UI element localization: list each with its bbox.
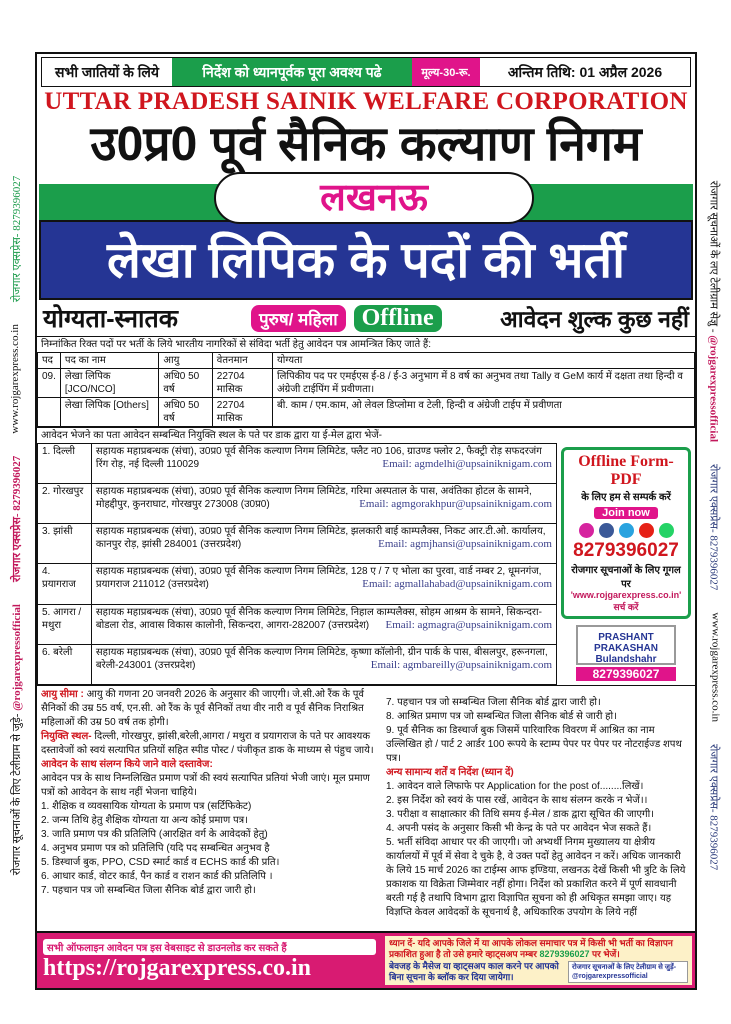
col-header: पद (38, 353, 61, 369)
address-cell (91, 444, 556, 484)
margin-handle: @rojgarexpressofficial (11, 603, 24, 711)
address-cell (91, 524, 556, 564)
margin-telegram-text: रोजगार सूचनाओं के लिए टेलीग्राम से जुड़े- (11, 710, 24, 875)
margin-text (10, 604, 25, 875)
recruitment-title: लेखा लिपिक के पदों की भर्ती (39, 220, 693, 300)
margin-url: www.rojgarexpress.co.in (709, 611, 722, 722)
margin-telegram-text: रोजगार सूचनाओं के लए टेलीग्राम सेज्ञु - (707, 180, 720, 335)
address: सहायक महाप्रबन्धक (संचा), उ0प्र0 पूर्व सैनिक कल्याण निगम लिमिटेड, झलकारी बाई काम्पलैक्स, निकट आर.टी.ओ. कार्यालय, कानपुर रोड़, झांसी 284001 (उत्तरप्रदेश) (95, 526, 546, 551)
margin-phone: रोजगार एक्सप्रेस- 8279396027 (11, 455, 24, 582)
posts-table (37, 352, 695, 427)
age-limit (41, 688, 378, 730)
intro-text: निम्नांकित रिक्त पदों पर भर्ती के लिये भारतीय नागरिकों से संविदा भर्ती हेतु आवेदन पत्र आमन्त्रित किए जाते हैं: (37, 336, 695, 352)
cell: लेखा लिपिक [Others] (60, 398, 158, 427)
cell: 22704 मासिक (212, 369, 272, 398)
city-band (39, 177, 693, 220)
city-cell (38, 564, 92, 604)
table-row (38, 484, 557, 524)
city-label: लखनऊ (214, 172, 534, 224)
row-number: 3. (42, 526, 51, 538)
general-heading: अन्य सामान्य शर्तें व निर्देश (ध्यान दें) (386, 767, 514, 778)
list-item: 3. जाति प्रमाण पत्र की प्रतिलिपि (आरक्षित वर्ग के आवेदकों हेतु) (41, 829, 268, 840)
address-intro: आवेदन भेजने का पता आवेदन सम्बन्धित नियुक्ति स्थल के पते पर डाक द्वारा या ई-मेल द्वारा भेजें- (37, 427, 695, 443)
title-english: UTTAR PRADESH SAINIK WELFARE CORPORATION (44, 88, 688, 115)
address: सहायक महाप्रबन्धक (संचा), उ0प्र0 पूर्व सैनिक कल्याण निगम लिमिटेड, 128 ए / 7 ए भोला का पुरवा, वार्ड नम्बर 2, धूमनगंज, प्रयागराज 211012 (उत्तरप्रदेश) (95, 566, 542, 591)
city-cell (38, 444, 92, 484)
address-cell (91, 604, 556, 644)
left-column (37, 686, 382, 931)
header-strip (41, 57, 691, 87)
cell: 22704 मासिक (212, 398, 272, 427)
documents-list-continued (386, 696, 691, 766)
margin-phone-2: रोजगार एक्सप्रेस- 8279396027 (707, 743, 720, 870)
city-cell (38, 524, 92, 564)
instruction-label: निर्देश को ध्यानपूर्वक पूरा अवश्य पढे (172, 58, 412, 86)
age-label: आयु सीमा : (41, 689, 84, 700)
ad-phone: 8279396027 (573, 540, 679, 561)
cell: लेखा लिपिक [JCO/NCO] (60, 369, 158, 398)
list-item: 9. पूर्व सैनिक का डिस्चार्ज बुक जिसमें पारिवारिक विवरण में आश्रित का नाम उल्लिखित हो / पार्ट 2 आर्डर 100 रूपये के स्टाम्प पेपर पर पेपर पर नोटराईज्ड शपथ पत्र। (386, 725, 682, 764)
title-hindi: उ0प्र0 पूर्व सैनिक कल्याण निगम (90, 118, 642, 171)
city-cell (38, 644, 92, 684)
email-link[interactable]: Email: agmallahabad@upsainiknigam.com (362, 578, 552, 591)
documents-heading: आवेदन के साथ संलग्न किये जाने वाले दस्तावेज: (41, 759, 213, 770)
list-item: 5. भर्ती संविदा आधार पर की जाएगी। जो अभ्यर्थी निगम मुख्यालय या क्षेत्रीय कार्यालयों में पूर्व में सेवा दे चुके है, वे उक्त पदों हेतु आवेदन न करें। अधिक जानकारी के लिये 15 मार्च 2026 का टाईम्स आफ इण्डिया, लखनऊ देखें किसी भी त्रुटि के लिये प्रकाशक या विक्रेता जिम्मेवार नहीं होगा। निर्देश को प्रकाशित करने में पूर्ण सावधानी बरती गई है तथापि विभाग द्वारा विज्ञापित सूचना को ही अधिकृत समझा जाए। यह विज्ञप्ति केवल आवेदकों के सूचनार्थ है, अधिकारिक उपयोग के लिये नहीं (386, 837, 686, 918)
cell: लिपिकीय पद पर एमईएस ई-8 / ई-3 अनुभाग में 8 वर्ष का अनुभव तथा Tally व GeM कार्य में दक्षता तथा हिन्दी व अंग्रेजी टाईपिंग में प्रवीणता। (273, 369, 695, 398)
table-header (38, 353, 695, 369)
col-header: वेतनमान (212, 353, 272, 369)
general-list (386, 780, 691, 920)
caste-label: सभी जातियों के लिये (55, 63, 159, 80)
telegram-icon[interactable] (619, 523, 634, 538)
address: सहायक महाप्रबन्धक (संचा), उ0प्र0 पूर्व सैनिक कल्याण निगम लिमिटेड, निहाल काम्पलैक्स, सोहम आश्रम के सामने, सिकन्दरा-बोडला रोड, आवास विकास कालोनी, सिकन्दरा, आगरा-282007 (उत्तरप्रदेश) (95, 606, 542, 631)
address: सहायक महाप्रबन्धक (संचा), उ0प्र0 पूर्व सैनिक कल्याण निगम लिमिटेड, कृष्णा कॉलोनी, ग्रीन पार्क के पास, बीसलपुर, हरूनगला, बरेली-243001 (उत्तरप्रदेश) (95, 646, 548, 671)
notice-text-2: पर भेजें। (592, 949, 620, 959)
notice-text: ध्यान दें- यदि आपके जिले में या आपके लोकल समाचार पत्र में किसी भी भर्ती का विज्ञापन प्रकाशित हुआ है तो उसे हमारे व्हाट्सअप नम्बर (389, 938, 673, 959)
whatsapp-number: 8279396027 (539, 949, 590, 959)
left-margin-watermark (2, 60, 32, 990)
list-item: 7. पहचान पत्र जो सम्बन्धित जिला सैनिक बोर्ड द्वारा जारी हो। (41, 885, 256, 896)
address: सहायक महाप्रबन्धक (संचा), उ0प्र0 पूर्व सैनिक कल्याण निगम लिमिटेड, गरिमा अस्पताल के पास, अवंतिका होटल के सामने, मोहद्दीपुर, कुनराघाट, गोरखपुर 273008 (उ0प्र0) (95, 486, 532, 511)
list-item: 8. आश्रित प्रमाण पत्र जो सम्बन्धित जिला सैनिक बोर्ड से जारी हो। (386, 711, 617, 722)
address-cell (91, 644, 556, 684)
table-row (38, 644, 557, 684)
promo-ad (557, 443, 695, 685)
city: आगरा / मथुरा (42, 606, 82, 631)
ad-search-url: 'www.rojgarexpress.co.in' सर्च करें (570, 590, 682, 612)
cell: अधि0 50 वर्ष (159, 369, 212, 398)
email-link[interactable]: Email: agmagra@upsainiknigam.com (385, 618, 552, 631)
row-number: 1. (42, 446, 51, 457)
row-number: 5. (42, 606, 51, 618)
list-item: 3. परीक्षा व साक्षात्कार की तिथि समय ई-मेल / डाक द्वारा सूचित की जाएगी। (386, 809, 655, 820)
address-cell (91, 484, 556, 524)
row-number: 2. (42, 486, 51, 498)
table-row (38, 524, 557, 564)
col-header: योग्यता (273, 353, 695, 369)
notice-frame (35, 52, 697, 990)
list-item: 2. जन्म तिथि हेतु शैक्षिक योग्यता या अन्य कोई प्रमाण पत्र। (41, 815, 248, 826)
cell: 09. (38, 369, 61, 398)
gender-badge: पुरुष/ महिला (251, 305, 346, 332)
margin-phone: रोजगार एक्सप्रेस- 8279396027 (707, 463, 720, 590)
whatsapp-icon[interactable] (659, 523, 674, 538)
facebook-icon[interactable] (599, 523, 614, 538)
last-date: अन्तिम तिथि: 01 अप्रैल 2026 (507, 63, 663, 80)
email-link[interactable]: Email: agmgorakhpur@upsainiknigam.com (359, 498, 552, 511)
join-now-button[interactable]: Join now (594, 507, 658, 519)
city-cell (38, 484, 92, 524)
city: दिल्ली (53, 446, 75, 457)
table-row (38, 369, 695, 398)
list-item: 6. आधार कार्ड, वोटर कार्ड, पैन कार्ड व राशन कार्ड की प्रतिलिपि । (41, 871, 273, 882)
margin-url: www.rojgarexpress.co.in (9, 323, 22, 434)
margin-handle: @rojgarexpressofficial (707, 334, 720, 442)
margin-text (707, 180, 722, 441)
posting-text: दिल्ली, गोरखपुर, झांसी,बरेली,आगरा / मथुरा व प्रयागराज के पते पर आवश्यक दस्तावेजों को स्वयं सत्यापित प्रतियों सहित स्पीड पोस्ट / पंजीकृत डाक के माध्यम से पंहुच जाये। (41, 731, 374, 756)
social-icons (567, 523, 685, 538)
download-text: सभी ऑफलाइन आवेदन पत्र इस वेबसाइट से डाउनलोड कर सकते हैं (43, 939, 376, 955)
list-item: 7. पहचान पत्र जो सम्बन्धित जिला सैनिक बोर्ड द्वारा जारी हो। (386, 697, 601, 708)
ad-subtitle: के लिए हम से सम्पर्क करें (581, 492, 671, 503)
youtube-icon[interactable] (639, 523, 654, 538)
col-header: पद का नाम (60, 353, 158, 369)
price-label: मूल्य-30-रू. (412, 58, 480, 86)
logo-text: PRASHANT PRAKASHAN Bulandshahr (576, 625, 676, 665)
list-item: 1. शैक्षिक व व्यवसायिक योग्यता के प्रमाण पत्र (सर्टिफिकेट) (41, 801, 252, 812)
margin-phone-2: रोजगार एक्सप्रेस- 8279396027 (11, 175, 24, 302)
notice-line (389, 938, 688, 960)
ad-title: Offline Form-PDF (578, 453, 674, 488)
list-item: 1. आवेदन वाले लिफाफे पर Application for the post of........लिखें। (386, 781, 644, 792)
city: गोरखपुर (53, 486, 84, 498)
list-item: 4. अनुभव प्रमाण पत्र को प्रतिलिपि (यदि पद सम्बन्धित अनुभव है (41, 843, 270, 854)
row-number: 4. (42, 566, 51, 578)
posting-label: नियुक्ति स्थल- (41, 731, 92, 742)
table-row (38, 444, 557, 484)
block-warning: बेवजह के मैसेज या व्हाट्सअप काल करने पर आपको बिना सूचना के ब्लॉक कर दिया जायेगा। (389, 961, 559, 982)
mode-badge: Offline (354, 305, 442, 332)
table-row (38, 398, 695, 427)
city-cell (38, 604, 92, 644)
publisher-logo (576, 625, 676, 681)
city: बरेली (53, 646, 73, 658)
list-item: 4. अपनी पसंद के अनुसार किसी भी केन्द्र के पते पर आवेदन भेज सकते हैं। (386, 823, 652, 834)
cell (38, 398, 61, 427)
badges-row (37, 300, 695, 336)
posting-place (41, 730, 378, 758)
logo-phone: 8279396027 (576, 667, 676, 681)
offline-form-ad (561, 447, 691, 619)
list-item: 5. डिस्चार्ज बुक, PPO, CSD स्मार्ट कार्ड व ECHS कार्ड की प्रति। (41, 857, 280, 868)
city: प्रयागराज (42, 579, 76, 591)
bottom-banner (37, 931, 695, 988)
age-text: आयु की गणना 20 जनवरी 2026 के अनुसार की जाएगी। जे.सी.ओ रैंक के पूर्व सैनिकों की उम्र 55 वर्ष, एन.सी. ओ रैंक के पूर्व सैनिकों तथा वीर नारी व पूर्व सैनिक निराश्रित महिलाओं की उम्र 50 वर्ष तक होगी। (41, 689, 364, 728)
address-table (37, 443, 557, 685)
notice-box (385, 936, 692, 985)
table-row (38, 604, 557, 644)
city: झांसी (53, 526, 73, 538)
email-link[interactable]: Email: agmjhansi@upsainiknigam.com (378, 538, 552, 551)
documents-list (41, 800, 378, 898)
documents-text: आवेदन पत्र के साथ निम्नलिखित प्रमाण पत्रों की स्वयं सत्यापित प्रतियां भेजी जाएं। मूल प्रमाण पत्रों को आवेदन के साथ नहीं भेजना चाहिये। (41, 773, 370, 798)
address: सहायक महाप्रबन्धक (संचा), उ0प्र0 पूर्व सैनिक कल्याण निगम लिमिटेड, फ्लैट न0 106, ग्राउण्ड फ्लोर 2, फैक्ट्री रोड़ सफदरजंग रिंग रोड़, नई दिल्ली 110029 (95, 446, 542, 470)
row-number: 6. (42, 646, 51, 658)
right-margin-watermark (699, 60, 729, 990)
email-link[interactable]: Email: agmbareilly@upsainiknigam.com (370, 658, 552, 671)
fee-label: आवेदन शुल्क कुछ नहीं (500, 306, 689, 332)
website-link[interactable]: https://rojgarexpress.co.in (43, 955, 311, 981)
telegram-box: रोजगार सूचनाओं के लिए टेलीग्राम से जुड़ें- @rojgarexpressofficial (568, 961, 688, 983)
right-column (382, 686, 695, 931)
cell: बी. काम / एम.काम, ओ लेवल डिप्लोमा व टेली, हिन्दी व अंग्रेजी टाईप में प्रवीणता (273, 398, 695, 427)
col-header: आयु (159, 353, 212, 369)
instagram-icon[interactable] (579, 523, 594, 538)
ad-search-text: रोजगार सूचनाओं के लिए गूगल पर (571, 565, 681, 590)
address-cell (91, 564, 556, 604)
qualification-badge: योग्यता-स्नातक (43, 305, 178, 333)
list-item: 2. इस निर्देश को स्वयं के पास रखें, आवेदन के साथ संलग्न करके न भेजें।। (386, 795, 648, 806)
cell: अधि0 50 वर्ष (159, 398, 212, 427)
email-link[interactable]: Email: agmdelhi@upsainiknigam.com (382, 458, 552, 470)
table-row (38, 564, 557, 604)
